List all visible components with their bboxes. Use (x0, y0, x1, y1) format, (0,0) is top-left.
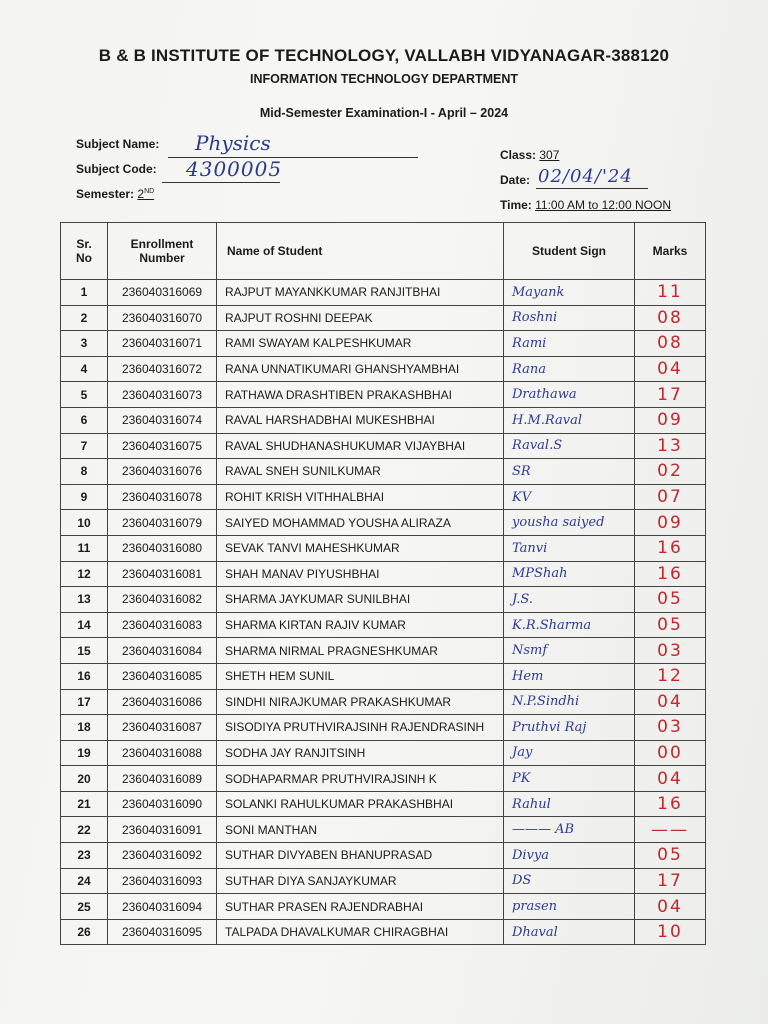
time-field (500, 198, 671, 212)
sr-cell: 3 (61, 331, 108, 357)
header-marks: Marks (635, 223, 706, 280)
students-table (60, 222, 706, 945)
enrollment-cell: 236040316079 (108, 510, 217, 536)
header-enrollment-line1: Enrollment (130, 237, 194, 251)
marks-cell: 12 (635, 663, 706, 689)
sr-cell: 8 (61, 459, 108, 485)
marks-cell: 10 (635, 919, 706, 945)
table-row (61, 663, 706, 689)
signature-cell: Hem (504, 663, 635, 689)
marks-cell: 02 (635, 459, 706, 485)
signature-cell: N.P.Sindhi (504, 689, 635, 715)
sr-cell: 6 (61, 407, 108, 433)
marks-cell: 09 (635, 407, 706, 433)
sr-cell: 12 (61, 561, 108, 587)
table-row (61, 407, 706, 433)
sr-cell: 25 (61, 894, 108, 920)
date-label: Date: (500, 173, 531, 187)
sr-cell: 21 (61, 791, 108, 817)
signature-cell: KV (504, 484, 635, 510)
student-name-cell: SHARMA JAYKUMAR SUNILBHAI (217, 587, 504, 613)
sr-cell: 20 (61, 766, 108, 792)
student-name-cell: SHARMA KIRTAN RAJIV KUMAR (217, 612, 504, 638)
department-title: INFORMATION TECHNOLOGY DEPARTMENT (249, 72, 519, 86)
marks-cell: 03 (635, 715, 706, 741)
student-name-cell: SUTHAR PRASEN RAJENDRABHAI (217, 894, 504, 920)
signature-cell: Tanvi (504, 535, 635, 561)
signature-cell: Rana (504, 356, 635, 382)
table-header-row (61, 223, 706, 280)
marks-cell: 04 (635, 356, 706, 382)
time-value: 11:00 AM to 12:00 NOON (535, 198, 671, 212)
header-sr-line2: No (76, 251, 92, 265)
sr-cell: 24 (61, 868, 108, 894)
enrollment-cell: 236040316078 (108, 484, 217, 510)
sr-cell: 5 (61, 382, 108, 408)
table-row (61, 638, 706, 664)
enrollment-cell: 236040316081 (108, 561, 217, 587)
marks-cell: 08 (635, 305, 706, 331)
signature-cell: Drathawa (504, 382, 635, 408)
marks-cell: 16 (635, 535, 706, 561)
enrollment-cell: 236040316072 (108, 356, 217, 382)
enrollment-cell: 236040316086 (108, 689, 217, 715)
table-row (61, 510, 706, 536)
header-enrollment-line2: Number (139, 251, 185, 265)
signature-cell: MPShah (504, 561, 635, 587)
sr-cell: 22 (61, 817, 108, 843)
sr-cell: 7 (61, 433, 108, 459)
sr-cell: 1 (61, 280, 108, 306)
table-row (61, 561, 706, 587)
subject-code-value: 4300005 (186, 157, 283, 181)
date-underline (536, 188, 648, 189)
table-row (61, 356, 706, 382)
sr-cell: 2 (61, 305, 108, 331)
semester-value (137, 187, 154, 201)
marks-cell: 04 (635, 766, 706, 792)
signature-cell: SR (504, 459, 635, 485)
table-row (61, 791, 706, 817)
table-row (61, 484, 706, 510)
semester-number: 2 (137, 187, 145, 201)
signature-cell: DS (504, 868, 635, 894)
marks-cell: 09 (635, 510, 706, 536)
student-name-cell: RAMI SWAYAM KALPESHKUMAR (217, 331, 504, 357)
exam-title: Mid-Semester Examination-I - April – 2024 (259, 106, 509, 120)
signature-cell: Rahul (504, 791, 635, 817)
enrollment-cell: 236040316080 (108, 535, 217, 561)
student-name-cell: SISODIYA PRUTHVIRAJSINH RAJENDRASINH (217, 715, 504, 741)
marks-cell: 07 (635, 484, 706, 510)
table-row (61, 305, 706, 331)
header-sr (61, 223, 108, 280)
time-label: Time: (500, 198, 532, 212)
enrollment-cell: 236040316071 (108, 331, 217, 357)
signature-cell: Nsmf (504, 638, 635, 664)
enrollment-cell: 236040316083 (108, 612, 217, 638)
signature-cell: ——— AB (504, 817, 635, 843)
enrollment-cell: 236040316087 (108, 715, 217, 741)
signature-cell: Raval.S (504, 433, 635, 459)
marks-cell: 17 (635, 382, 706, 408)
table-row (61, 535, 706, 561)
signature-cell: H.M.Raval (504, 407, 635, 433)
table-row (61, 459, 706, 485)
table-row (61, 843, 706, 869)
student-name-cell: RANA UNNATIKUMARI GHANSHYAMBHAI (217, 356, 504, 382)
marks-cell: 17 (635, 868, 706, 894)
signature-cell: Rami (504, 331, 635, 357)
marks-cell: 04 (635, 689, 706, 715)
sr-cell: 26 (61, 919, 108, 945)
enrollment-cell: 236040316090 (108, 791, 217, 817)
student-name-cell: SEVAK TANVI MAHESHKUMAR (217, 535, 504, 561)
marks-cell: 11 (635, 280, 706, 306)
marks-cell: 13 (635, 433, 706, 459)
table-row (61, 382, 706, 408)
table-row (61, 868, 706, 894)
student-name-cell: SHARMA NIRMAL PRAGNESHKUMAR (217, 638, 504, 664)
sr-cell: 14 (61, 612, 108, 638)
enrollment-cell: 236040316082 (108, 587, 217, 613)
class-value: 307 (539, 148, 560, 162)
enrollment-cell: 236040316095 (108, 919, 217, 945)
student-name-cell: SODHA JAY RANJITSINH (217, 740, 504, 766)
signature-cell: K.R.Sharma (504, 612, 635, 638)
signature-cell: J.S. (504, 587, 635, 613)
sr-cell: 18 (61, 715, 108, 741)
marks-cell: 05 (635, 843, 706, 869)
marks-cell: 05 (635, 612, 706, 638)
table-row (61, 587, 706, 613)
enrollment-cell: 236040316069 (108, 280, 217, 306)
table-row (61, 766, 706, 792)
signature-cell: prasen (504, 894, 635, 920)
student-name-cell: SONI MANTHAN (217, 817, 504, 843)
enrollment-cell: 236040316092 (108, 843, 217, 869)
student-name-cell: SUTHAR DIYA SANJAYKUMAR (217, 868, 504, 894)
marks-cell: 08 (635, 331, 706, 357)
table-row (61, 433, 706, 459)
marks-cell: 04 (635, 894, 706, 920)
sr-cell: 23 (61, 843, 108, 869)
table-row (61, 689, 706, 715)
enrollment-cell: 236040316088 (108, 740, 217, 766)
student-name-cell: SUTHAR DIVYABEN BHANUPRASAD (217, 843, 504, 869)
signature-cell: Dhaval (504, 919, 635, 945)
semester-label-text: Semester: (76, 187, 135, 201)
signature-cell: Pruthvi Raj (504, 715, 635, 741)
sr-cell: 9 (61, 484, 108, 510)
marks-cell: 16 (635, 561, 706, 587)
student-name-cell: RAJPUT ROSHNI DEEPAK (217, 305, 504, 331)
sr-cell: 13 (61, 587, 108, 613)
sr-cell: 11 (61, 535, 108, 561)
header-enrollment (108, 223, 217, 280)
enrollment-cell: 236040316084 (108, 638, 217, 664)
table-row (61, 740, 706, 766)
table-row (61, 919, 706, 945)
student-name-cell: SHAH MANAV PIYUSHBHAI (217, 561, 504, 587)
table-row (61, 280, 706, 306)
student-name-cell: RAVAL HARSHADBHAI MUKESHBHAI (217, 407, 504, 433)
signature-cell: Jay (504, 740, 635, 766)
enrollment-cell: 236040316094 (108, 894, 217, 920)
enrollment-cell: 236040316085 (108, 663, 217, 689)
student-name-cell: RAVAL SHUDHANASHUKUMAR VIJAYBHAI (217, 433, 504, 459)
student-name-cell: ROHIT KRISH VITHHALBHAI (217, 484, 504, 510)
subject-code-label: Subject Code: (76, 162, 157, 176)
marks-cell: 00 (635, 740, 706, 766)
student-name-cell: RAVAL SNEH SUNILKUMAR (217, 459, 504, 485)
sr-cell: 16 (61, 663, 108, 689)
table-row (61, 612, 706, 638)
enrollment-cell: 236040316075 (108, 433, 217, 459)
marks-cell: 03 (635, 638, 706, 664)
subject-name-value: Physics (195, 131, 271, 155)
enrollment-cell: 236040316070 (108, 305, 217, 331)
date-value: 02/04/'24 (538, 166, 633, 187)
student-name-cell: SAIYED MOHAMMAD YOUSHA ALIRAZA (217, 510, 504, 536)
sr-cell: 4 (61, 356, 108, 382)
student-name-cell: SHETH HEM SUNIL (217, 663, 504, 689)
student-name-cell: RATHAWA DRASHTIBEN PRAKASHBHAI (217, 382, 504, 408)
table-row (61, 894, 706, 920)
student-name-cell: TALPADA DHAVALKUMAR CHIRAGBHAI (217, 919, 504, 945)
signature-cell: Roshni (504, 305, 635, 331)
semester-suffix: ND (144, 188, 155, 195)
sr-cell: 19 (61, 740, 108, 766)
header-sr-line1: Sr. (76, 237, 92, 251)
enrollment-cell: 236040316076 (108, 459, 217, 485)
enrollment-cell: 236040316073 (108, 382, 217, 408)
student-name-cell: SOLANKI RAHULKUMAR PRAKASHBHAI (217, 791, 504, 817)
header-sign: Student Sign (504, 223, 635, 280)
signature-cell: PK (504, 766, 635, 792)
table-row (61, 817, 706, 843)
subject-code-underline (162, 182, 280, 183)
enrollment-cell: 236040316074 (108, 407, 217, 433)
signature-cell: Divya (504, 843, 635, 869)
signature-cell: Mayank (504, 280, 635, 306)
subject-name-label: Subject Name: (76, 137, 160, 151)
header-name: Name of Student (217, 223, 504, 280)
institute-title: B & B INSTITUTE OF TECHNOLOGY, VALLABH VIDYANAGAR-388120 (98, 46, 670, 65)
enrollment-cell: 236040316089 (108, 766, 217, 792)
marks-cell: —— (635, 817, 706, 843)
marks-cell: 16 (635, 791, 706, 817)
student-name-cell: SODHAPARMAR PRUTHVIRAJSINH K (217, 766, 504, 792)
enrollment-cell: 236040316093 (108, 868, 217, 894)
class-label: Class: (500, 148, 537, 162)
sr-cell: 15 (61, 638, 108, 664)
class-field (500, 148, 559, 162)
semester-label (76, 187, 154, 201)
signature-cell: yousha saiyed (504, 510, 635, 536)
table-row (61, 331, 706, 357)
enrollment-cell: 236040316091 (108, 817, 217, 843)
student-name-cell: SINDHI NIRAJKUMAR PRAKASHKUMAR (217, 689, 504, 715)
sr-cell: 17 (61, 689, 108, 715)
table-row (61, 715, 706, 741)
student-name-cell: RAJPUT MAYANKKUMAR RANJITBHAI (217, 280, 504, 306)
marks-cell: 05 (635, 587, 706, 613)
sr-cell: 10 (61, 510, 108, 536)
